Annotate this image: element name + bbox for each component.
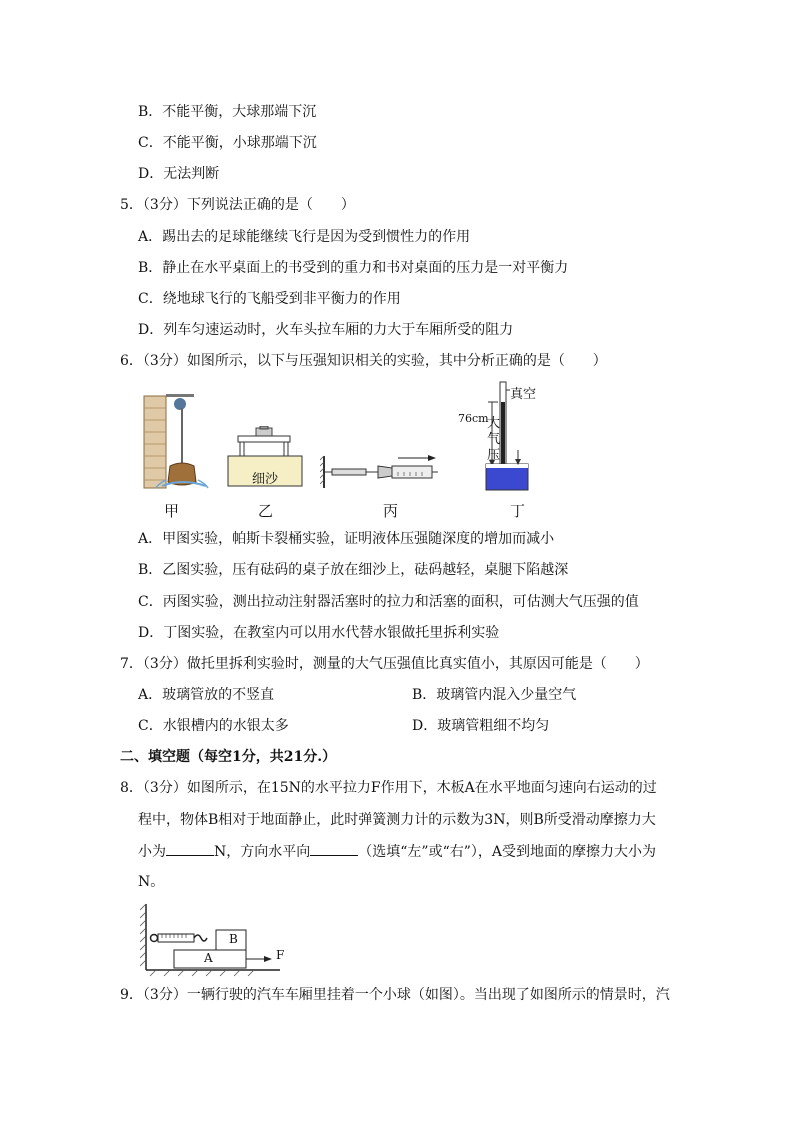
q8-force-f-label: F — [276, 948, 285, 962]
q8-text-a: 小为 — [138, 844, 166, 860]
q8-line-4: N。 — [138, 874, 165, 890]
q8-text-b: N，方向水平向 — [214, 844, 311, 860]
q6-atm-char-1: 大 — [487, 416, 501, 431]
q8-text-c: （选填“左”或“右”），A受到地面的摩擦力大小为 — [358, 844, 656, 860]
q6-sand-label: 细沙 — [252, 472, 279, 487]
q8-board-a-label: A — [204, 951, 213, 965]
q5-option-a: A．踢出去的足球能继续飞行是因为受到惯性力的作用 — [138, 229, 471, 245]
q6-label-yi: 乙 — [258, 502, 274, 520]
q6-figure-bing — [320, 452, 440, 492]
q4-option-c: C．不能平衡，小球那端下沉 — [138, 135, 317, 151]
q6-figure-jia — [140, 382, 212, 492]
q5-option-d: D．列车匀速运动时，火车头拉车厢的力大于车厢所受的阻力 — [138, 322, 514, 338]
q6-stem: 6．（3分）如图所示，以下与压强知识相关的实验，其中分析正确的是（ ） — [120, 353, 607, 369]
q8-blank-2[interactable] — [310, 841, 358, 856]
q6-atm-char-3: 压 — [487, 448, 501, 463]
q7-stem: 7．（3分）做托里拆利实验时，测量的大气压强值比真实值小，其原因可能是（ ） — [120, 656, 649, 672]
q6-label-jia: 甲 — [164, 502, 180, 520]
q8-blank-1[interactable] — [166, 841, 214, 856]
q5-stem: 5．（3分）下列说法正确的是（ ） — [120, 197, 355, 213]
section-2-heading: 二、填空题（每空1分，共21分.） — [120, 749, 337, 765]
q6-option-c: C．丙图实验，测出拉动注射器活塞时的拉力和活塞的面积，可估测大气压强的值 — [138, 594, 639, 610]
q6-height-label: 76cm — [458, 412, 489, 425]
q6-option-d: D．丁图实验，在教室内可以用水代替水银做托里拆利实验 — [138, 625, 500, 641]
q6-option-a: A．甲图实验，帕斯卡裂桶实验，证明液体压强随深度的增加而减小 — [138, 531, 555, 547]
q8-line-3 — [138, 841, 656, 862]
q9-line-1: 9．（3分）一辆行驶的汽车车厢里挂着一个小球（如图）。当出现了如图所示的情景时，汽 — [120, 987, 670, 1003]
q5-option-b: B．静止在水平桌面上的书受到的重力和书对桌面的压力是一对平衡力 — [138, 260, 569, 276]
q6-label-ding: 丁 — [510, 502, 526, 520]
q4-option-d: D．无法判断 — [138, 166, 220, 182]
q6-atm-char-2: 气 — [487, 432, 501, 447]
q7-option-a: A．玻璃管放的不竖直 — [138, 687, 275, 703]
q7-option-d: D．玻璃管粗细不均匀 — [412, 718, 550, 734]
q8-line-2: 程中，物体B相对于地面静止，此时弹簧测力计的示数为3N，则B所受滑动摩擦力大 — [138, 812, 656, 828]
q8-block-b-label: B — [229, 932, 238, 946]
q7-option-b: B．玻璃管内混入少量空气 — [412, 687, 577, 703]
q8-line-1: 8．（3分）如图所示，在15N的水平拉力F作用下，木板A在水平地面匀速向右运动的过 — [120, 780, 657, 796]
q8-figure — [140, 900, 290, 978]
q6-option-b: B．乙图实验，压有砝码的桌子放在细沙上，砝码越轻，桌腿下陷越深 — [138, 562, 569, 578]
q5-option-c: C．绕地球飞行的飞船受到非平衡力的作用 — [138, 291, 401, 307]
q6-vacuum-label: 真空 — [510, 387, 537, 402]
q4-option-b: B．不能平衡，大球那端下沉 — [138, 104, 317, 120]
q6-label-bing: 丙 — [383, 502, 399, 520]
q7-option-c: C．水银槽内的水银太多 — [138, 718, 289, 734]
